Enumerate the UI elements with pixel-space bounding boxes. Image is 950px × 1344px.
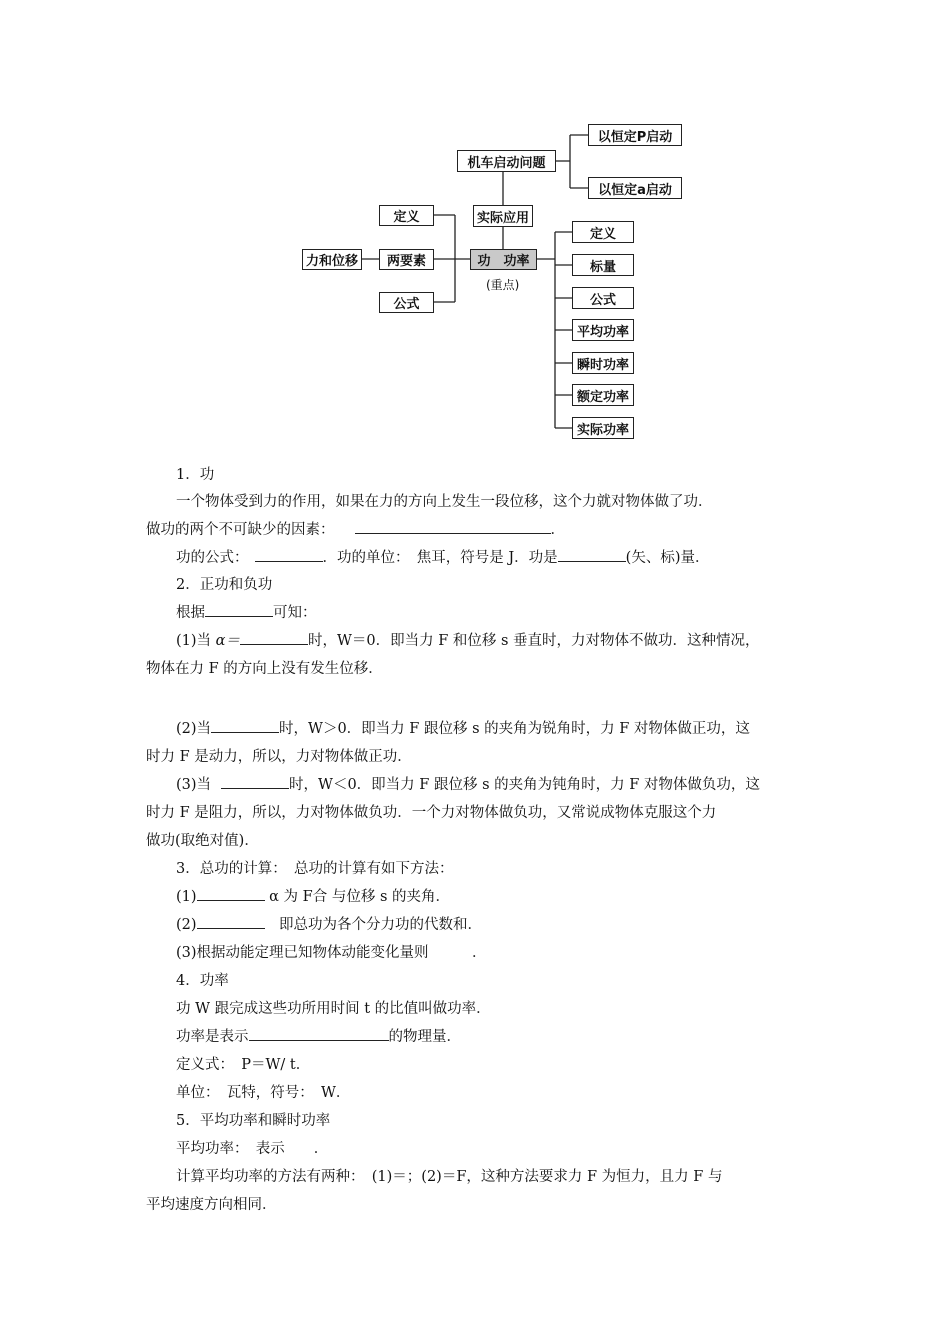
node-scalar: 标量	[572, 254, 634, 276]
blank-case-2	[211, 718, 279, 733]
alpha-equals: α＝	[215, 633, 240, 649]
blank-factors	[355, 519, 551, 534]
case-3-line1	[176, 774, 760, 796]
physical-quantity-text: 的物理量．	[388, 1029, 461, 1045]
node-locomotive-start: 机车启动问题	[457, 150, 556, 172]
case-2-label: (2)当	[176, 721, 212, 737]
blank-vector-scalar	[558, 547, 626, 562]
case-1-label: (1)当	[176, 633, 212, 649]
case-3-line3: 做功(取绝对值)．	[146, 833, 259, 849]
method-2-text: 即总功为各个分力功的代数和．	[279, 917, 483, 933]
case-2-text: 时，W＞0．即当力 F 跟位移 s 的夹角为锐角时，力 F 对物体做正功，这	[279, 721, 750, 737]
unit-text: ．功的单位： 焦耳，符号是 J．功是	[322, 550, 558, 566]
section-4-p2	[176, 1026, 461, 1048]
case-3-label: (3)当	[176, 777, 212, 793]
diagram-connectors	[0, 0, 950, 460]
node-force-displacement: 力和位移	[302, 249, 362, 270]
knowable-text: 可知：	[273, 605, 317, 621]
node-average-power: 平均功率	[572, 319, 634, 341]
node-actual-power: 实际功率	[572, 417, 634, 439]
section-5-p2: 计算平均功率的方法有两种： (1)＝；(2)＝F，这种方法要求力 F 为恒力，且力 F 与	[176, 1169, 723, 1185]
method-1-label: (1)	[176, 889, 197, 905]
power-meaning-label: 功率是表示	[176, 1029, 249, 1045]
section-4-p3: 定义式： P＝W/ t．	[176, 1057, 311, 1073]
section-5-p1: 平均功率： 表示 ．	[176, 1141, 329, 1157]
case-3-line2: 时力 F 是阻力，所以，力对物体做负功．一个力对物体做负功，又常说成物体克服这个力	[146, 805, 717, 821]
case-1-text: 时，W＝0．即当力 F 和位移 s 垂直时，力对物体不做功．这种情况，	[307, 633, 760, 649]
node-rated-power: 额定功率	[572, 384, 634, 406]
section-5-p3: 平均速度方向相同．	[146, 1197, 277, 1213]
node-right-definition: 定义	[572, 221, 634, 243]
case-1-line1	[176, 630, 760, 652]
method-3: (3)根据动能定理已知物体动能变化量则 ．	[176, 945, 487, 961]
section-2-p1	[176, 602, 317, 624]
blank-method-1	[197, 886, 265, 901]
node-constant-p-start: 以恒定P启动	[588, 124, 682, 146]
formula-label: 功的公式：	[176, 550, 249, 566]
node-left-definition: 定义	[379, 205, 434, 226]
method-2-label: (2)	[176, 917, 197, 933]
blank-according	[205, 602, 273, 617]
section-5-title: 5．平均功率和瞬时功率	[176, 1113, 331, 1129]
blank-method-2	[197, 914, 265, 929]
section-2-title: 2．正功和负功	[176, 577, 273, 593]
section-1-p3	[176, 547, 710, 569]
method-2	[176, 914, 482, 936]
factors-label: 做功的两个不可缺少的因素：	[146, 522, 335, 538]
section-1-title: 1．功	[176, 467, 215, 483]
section-1-p2: 做功的两个不可缺少的因素： ．	[146, 519, 565, 541]
according-label: 根据	[176, 605, 205, 621]
blank-case-3	[221, 774, 289, 789]
section-1-p1: 一个物体受到力的作用，如果在力的方向上发生一段位移，这个力就对物体做了功．	[176, 494, 713, 510]
case-2-line1	[176, 718, 750, 740]
case-1-line2: 物体在力 F 的方向上没有发生位移．	[146, 661, 383, 677]
blank-power-meaning	[249, 1026, 389, 1041]
node-instant-power: 瞬时功率	[572, 352, 634, 374]
blank-formula	[255, 547, 323, 562]
method-1	[176, 886, 450, 908]
case-3-text: 时，W＜0．即当力 F 跟位移 s 的夹角为钝角时，力 F 对物体做负功，这	[289, 777, 760, 793]
blank-case-1	[240, 630, 308, 645]
node-two-elements: 两要素	[379, 249, 434, 270]
section-4-p4: 单位： 瓦特，符号： W．	[176, 1085, 351, 1101]
node-constant-a-start: 以恒定a启动	[588, 177, 682, 199]
case-2-line2: 时力 F 是动力，所以，力对物体做正功．	[146, 749, 412, 765]
section-4-p1: 功 W 跟完成这些功所用时间 t 的比值叫做功率．	[176, 1001, 491, 1017]
section-4-title: 4．功率	[176, 973, 229, 989]
node-right-formula: 公式	[572, 287, 634, 309]
node-left-formula: 公式	[379, 292, 434, 313]
section-3-title: 3．总功的计算： 总功的计算有如下方法：	[176, 861, 454, 877]
node-work-power: 功 功率	[470, 249, 537, 270]
vector-scalar-text: (矢、标)量．	[625, 550, 710, 566]
method-1-text: α 为 F合 与位移 s 的夹角．	[269, 889, 450, 905]
concept-diagram	[0, 0, 950, 460]
node-key-note: (重点)	[486, 278, 520, 292]
node-practical-application: 实际应用	[473, 205, 533, 227]
